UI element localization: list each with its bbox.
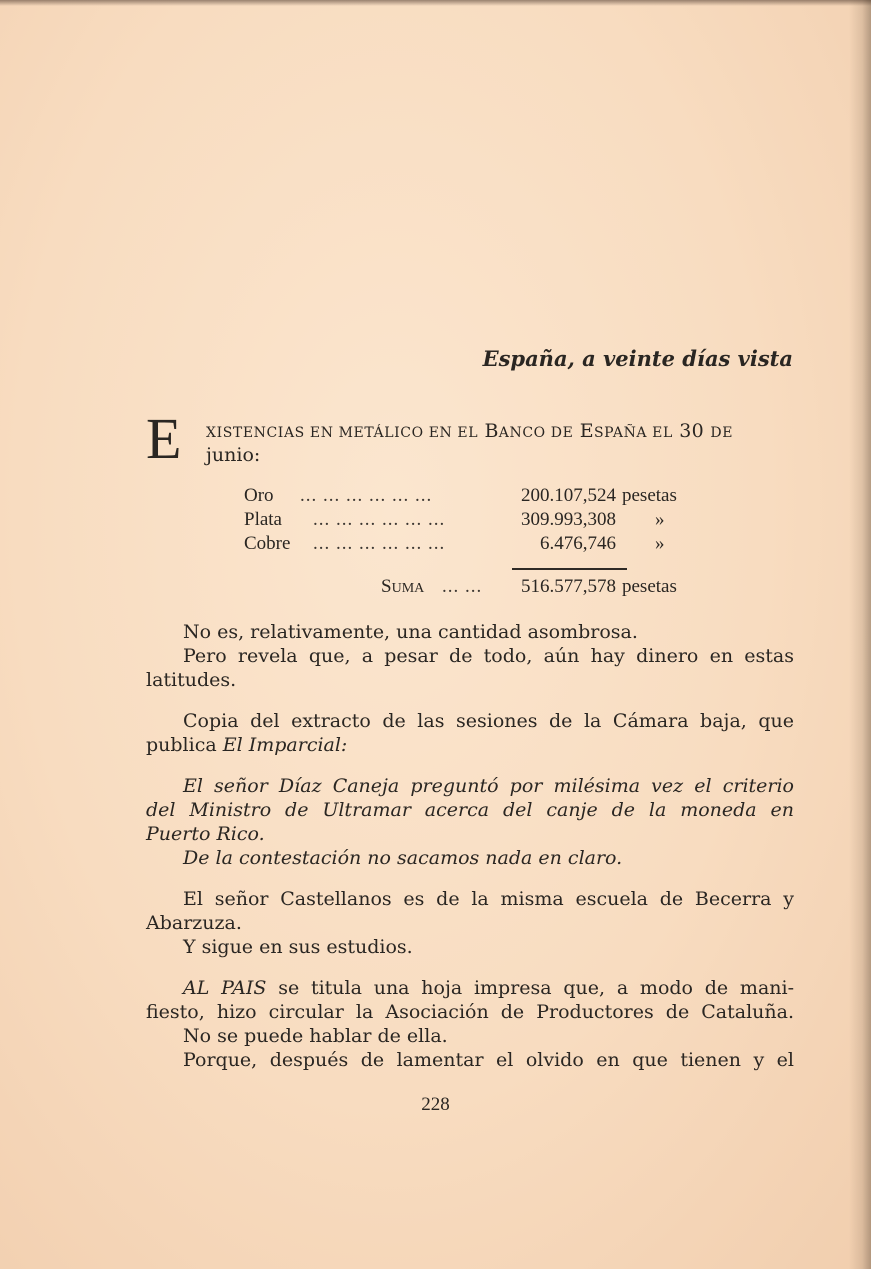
intro-smallcaps-3: SPAÑA EL bbox=[593, 425, 673, 441]
row-leader-plata: ... ... ... ... ... ... bbox=[313, 509, 446, 530]
paragraph-2 bbox=[146, 709, 794, 757]
row-label-oro: Oro bbox=[244, 485, 274, 506]
p5-line-3: No se puede hablar de ella. bbox=[183, 1025, 448, 1047]
intro-smallcaps-1: XISTENCIAS EN METÁLICO EN EL bbox=[206, 425, 479, 441]
row-leader-oro: ... ... ... ... ... ... bbox=[300, 485, 433, 506]
p5-line-1 bbox=[146, 976, 794, 1000]
intro-cap-e: E bbox=[579, 420, 594, 442]
intro-smallcaps-2: ANCO DE bbox=[498, 425, 574, 441]
paragraph-1 bbox=[146, 620, 794, 692]
sum-label bbox=[381, 576, 424, 598]
p4-line-2: Abarzuza. bbox=[146, 912, 242, 934]
p2-text: publica bbox=[146, 734, 217, 756]
p1-line-2: Pero revela que, a pesar de todo, aún hay dinero en estas bbox=[183, 645, 794, 667]
p3-line-3: Puerto Rico. bbox=[146, 823, 265, 845]
p2-line-1: Copia del extracto de las sesiones de la Cámara baja, que bbox=[183, 710, 794, 732]
p5-line-4: Porque, después de lamentar el olvido en que tienen y el bbox=[183, 1049, 794, 1071]
intro-day: 30 bbox=[679, 420, 705, 442]
page-top-edge bbox=[0, 0, 871, 6]
page-right-edge bbox=[849, 0, 871, 1269]
section-heading: España, a veinte días vista bbox=[482, 346, 793, 371]
row-label-cobre: Cobre bbox=[244, 533, 291, 554]
sum-value: 516.577,578 bbox=[521, 576, 616, 597]
drop-cap: E bbox=[146, 406, 182, 471]
row-value-plata: 309.993,308 bbox=[521, 509, 616, 530]
p1-line-1: No es, relativamente, una cantidad asombrosa. bbox=[183, 621, 638, 643]
row-value-oro: 200.107,524 bbox=[521, 485, 616, 506]
row-unit-plata: » bbox=[655, 509, 665, 530]
row-label-plata: Plata bbox=[244, 509, 282, 530]
intro-cap-b: B bbox=[484, 420, 499, 442]
paragraph-4 bbox=[146, 887, 794, 959]
sum-leader: ... ... bbox=[442, 576, 483, 597]
page-number: 228 bbox=[421, 1094, 450, 1115]
row-leader-cobre: ... ... ... ... ... ... bbox=[313, 533, 446, 554]
p1-line-3: latitudes. bbox=[146, 669, 237, 691]
sum-label-smallcaps: UMA bbox=[391, 581, 425, 596]
p4-line-3: Y sigue en sus estudios. bbox=[183, 936, 413, 958]
p2-line-2 bbox=[146, 733, 794, 757]
intro-line-2: junio: bbox=[206, 444, 261, 466]
paragraph-3 bbox=[146, 774, 794, 870]
row-unit-cobre: » bbox=[655, 533, 665, 554]
row-value-cobre: 6.476,746 bbox=[540, 533, 616, 554]
newspaper-title: El Imparcial: bbox=[222, 734, 348, 756]
p4-line-1: El señor Castellanos es de la misma escuela de Becerra y bbox=[183, 888, 794, 910]
p5-line-2: fiesto, hizo circular la Asociación de Productores de Cataluña. bbox=[146, 1001, 794, 1023]
sum-label-cap: S bbox=[381, 576, 392, 597]
paragraph-5 bbox=[146, 976, 794, 1072]
p3-line-2: del Ministro de Ultramar acerca del canje de la moneda en bbox=[146, 799, 794, 821]
p3-line-1: El señor Díaz Caneja preguntó por milésima vez el criterio bbox=[183, 775, 794, 797]
intro-line-1 bbox=[206, 420, 733, 442]
p5-line-1-text: se titula una hoja impresa que, a modo de mani- bbox=[278, 977, 795, 999]
leaflet-title: AL PAIS bbox=[183, 977, 267, 999]
sum-rule bbox=[512, 568, 627, 570]
intro-smallcaps-4: DE bbox=[710, 425, 734, 441]
sum-unit: pesetas bbox=[622, 576, 677, 597]
p3-line-4: De la contestación no sacamos nada en claro. bbox=[183, 847, 623, 869]
row-unit-oro: pesetas bbox=[622, 485, 677, 506]
